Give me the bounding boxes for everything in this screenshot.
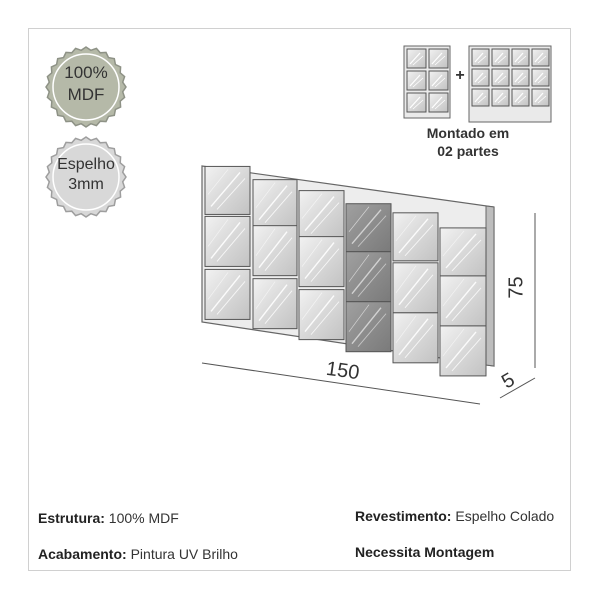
- part-one-diagram: [404, 46, 450, 118]
- spec-coating-value: Espelho Colado: [455, 508, 555, 524]
- spec-finish: [38, 546, 238, 562]
- mini-tile: [512, 49, 529, 66]
- mini-tile: [429, 71, 448, 90]
- depth-label: 5: [497, 368, 519, 394]
- mini-tile: [429, 93, 448, 112]
- mirror-tile: [253, 279, 297, 329]
- mirror-tile: [253, 180, 297, 228]
- material-badge-line1: 100%: [64, 63, 108, 82]
- assembly-note: [408, 124, 528, 160]
- part-two-diagram: [469, 46, 551, 122]
- mirror-tile: [205, 216, 250, 266]
- mini-tile: [492, 69, 509, 86]
- mirror-badge-line2: 3mm: [68, 176, 104, 193]
- spec-coating: [355, 508, 554, 524]
- plus-sign: +: [455, 67, 465, 84]
- spec-assembly-required-label: Necessita Montagem: [355, 544, 495, 560]
- spec-assembly-required: [355, 544, 494, 560]
- mirror-panel: [202, 166, 494, 376]
- spec-finish-label: Acabamento:: [38, 546, 127, 562]
- assembly-note-line2: 02 partes: [437, 143, 499, 159]
- mirror-badge: [46, 155, 126, 195]
- spec-structure-value: 100% MDF: [108, 510, 179, 526]
- material-badge-line2: MDF: [67, 85, 105, 104]
- mirror-tile: [205, 166, 250, 214]
- mini-tile: [429, 49, 448, 68]
- spec-coating-label: Revestimento:: [355, 508, 452, 524]
- mini-tile: [407, 71, 426, 90]
- mirror-tile: [346, 204, 391, 252]
- spec-structure: [38, 510, 179, 526]
- mini-tile: [472, 89, 489, 106]
- assembly-note-line1: Montado em: [426, 125, 510, 141]
- mirror-tile: [346, 302, 391, 352]
- mirror-tile: [393, 213, 438, 261]
- mini-tile: [407, 93, 426, 112]
- mirror-tile: [299, 290, 344, 340]
- mirror-tile: [346, 252, 391, 302]
- mini-tile: [472, 49, 489, 66]
- mirror-tile: [205, 269, 250, 319]
- mini-tile: [532, 49, 549, 66]
- mini-tile: [472, 69, 489, 86]
- mini-tile: [407, 49, 426, 68]
- spec-structure-label: Estrutura:: [38, 510, 105, 526]
- mirror-tile: [393, 263, 438, 313]
- material-badge: [46, 62, 126, 106]
- mirror-badge-line1: Espelho: [57, 156, 115, 173]
- mini-tile: [512, 69, 529, 86]
- mirror-tile: [440, 228, 486, 276]
- mini-tile: [492, 49, 509, 66]
- mirror-tile: [299, 191, 344, 239]
- mirror-tile: [299, 237, 344, 287]
- mini-tile: [532, 89, 549, 106]
- mirror-tile: [440, 276, 486, 326]
- mirror-tile: [440, 326, 486, 376]
- mini-tile: [532, 69, 549, 86]
- spec-finish-value: Pintura UV Brilho: [130, 546, 238, 562]
- height-label: 75: [505, 276, 528, 299]
- width-label: 150: [324, 357, 361, 385]
- mirror-tile: [253, 226, 297, 276]
- mini-tile: [512, 89, 529, 106]
- mirror-tile: [393, 313, 438, 363]
- mini-tile: [492, 89, 509, 106]
